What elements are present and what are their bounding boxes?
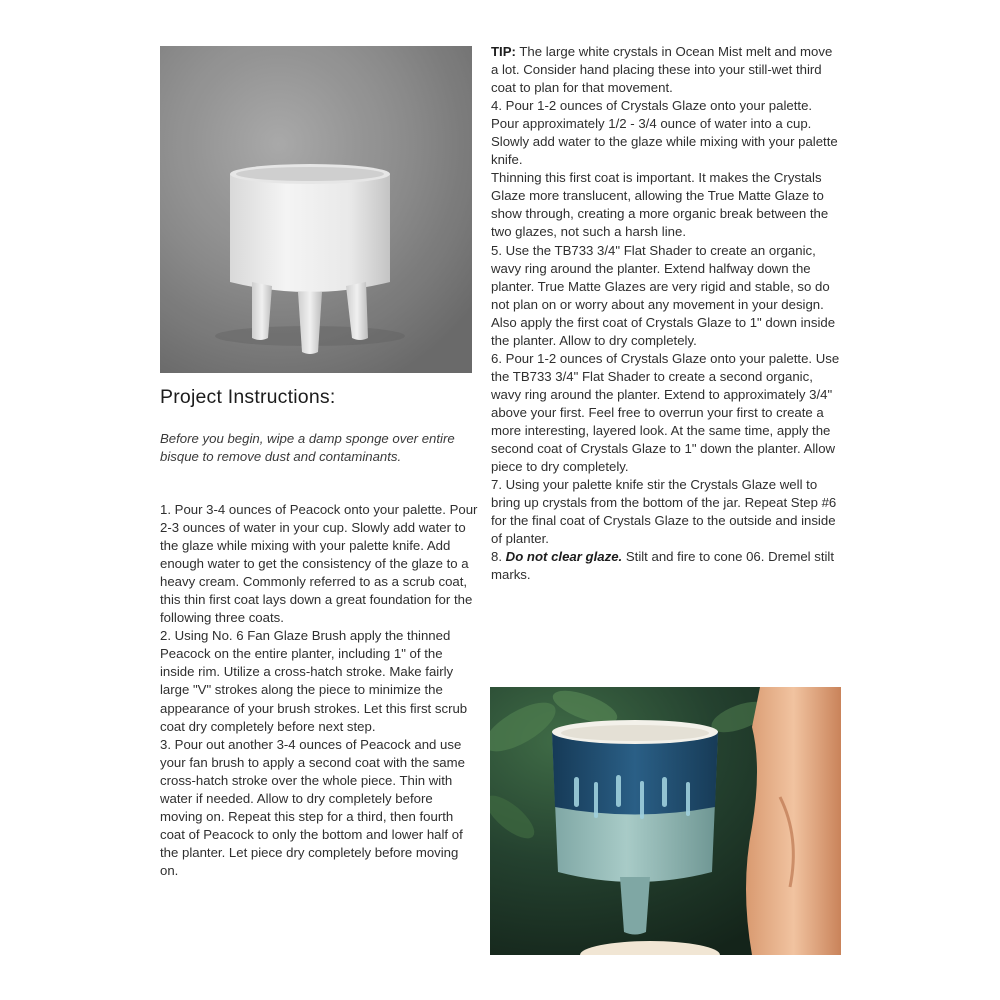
bisque-planter-photo	[160, 46, 472, 373]
project-instructions-heading: Project Instructions:	[160, 386, 336, 408]
step-5: 5. Use the TB733 3/4" Flat Shader to create an organic, wavy ring around the planter. Extend halfway down the planter. True Matte Glazes are very rigid and stable, so do not plan on or worry about any movement in your design. Also apply the first coat of Crystals Glaze to 1" down inside the planter. Allow to dry completely.	[491, 242, 836, 348]
step-6: 6. Pour 1-2 ounces of Crystals Glaze onto your palette. Use the TB733 3/4" Flat Shader to create a second organic, wavy ring around the planter. Extend to approximately 3/4" above your first. Feel free to overrun your first to create a more interesting, layered look. At the same time, apply the second coat of Crystals Glaze to 1" down the planter. Allow piece to dry completely.	[491, 350, 840, 475]
step-3: 3. Pour out another 3-4 ounces of Peacock and use your fan brush to apply a second coat with the same cross-hatch stroke over the whole piece. Thin with water if needed. Allow to dry completely before moving on. Repeat this step for a third, then fourth coat of Peacock to only the bottom and lower half of the planter. Let piece dry completely before moving on.	[160, 736, 465, 878]
step-8-text: Stilt and fire to cone 06. Dremel stilt marks.	[491, 549, 835, 583]
step-8	[491, 548, 843, 584]
step-8-emphasis: Do not clear glaze.	[505, 549, 623, 565]
step-7: 7. Using your palette knife stir the Crystals Glaze well to bring up crystals from the bottom of the jar. Repeat Step #6 for the final coat of Crystals Glaze to the outside and inside of planter.	[491, 477, 837, 547]
thinning-note: Thinning this first coat is important. It makes the Crystals Glaze more translucent, allowing the True Matte Glaze to show through, creating a more organic break between the two glazes, not such a harsh line.	[491, 170, 829, 240]
glazed-planter-photo	[490, 687, 841, 955]
step-8-number: 8.	[491, 549, 506, 565]
step-1: 1. Pour 3-4 ounces of Peacock onto your palette. Pour 2-3 ounces of water in your cup. Slowly add water to the glaze while mixing with your palette knife. Add enough water to get the consistency of the glaze to a heavy cream. Commonly referred to as a scrub coat, this thin first coat lays down a great foundation for the following three coats.	[160, 502, 478, 626]
steps-left-column	[160, 501, 478, 880]
steps-right-column	[491, 43, 843, 584]
step-4: 4. Pour 1-2 ounces of Crystals Glaze onto your palette. Pour approximately 1/2 - 3/4 ounce of water into a cup. Slowly add water to the glaze while mixing with your palette knife.	[491, 98, 838, 168]
step-2: 2. Using No. 6 Fan Glaze Brush apply the thinned Peacock on the entire planter, including 1" of the inside rim. Utilize a cross-hatch stroke. Make fairly large "V" strokes along the piece to minimize the appearance of your brush strokes. Let this first scrub coat dry completely before next step.	[160, 628, 468, 734]
tip-text: The large white crystals in Ocean Mist melt and move a lot. Consider hand placing these into your still-wet third coat to plan for that movement.	[491, 44, 833, 96]
tip-label: TIP:	[491, 44, 516, 59]
intro-note: Before you begin, wipe a damp sponge over entire bisque to remove dust and contaminants.	[160, 431, 455, 464]
tip-paragraph	[491, 43, 843, 97]
